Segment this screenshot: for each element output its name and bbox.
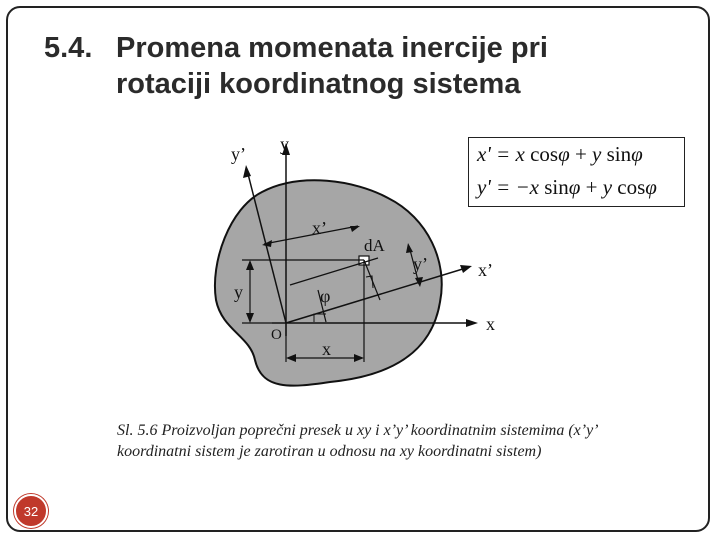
slide-title: [44, 30, 684, 102]
label-x-prime-dim: x’: [312, 218, 327, 238]
equation-y-prime: y' = −x sinφ + y cosφ: [477, 175, 657, 199]
label-angle: φ: [320, 286, 331, 306]
x-prime-axis-arrow: [460, 265, 472, 273]
label-x-prime-axis: x’: [478, 260, 493, 280]
label-y-axis: y: [280, 134, 289, 154]
label-x-axis: x: [486, 314, 495, 334]
rotation-equations-box: [468, 137, 685, 207]
cross-section-figure: [205, 128, 505, 408]
title-line-2: rotaciji koordinatnog sistema: [116, 68, 521, 100]
label-origin: O: [271, 327, 282, 343]
title-line-1: Promena momenata inercije pri: [116, 32, 548, 64]
figure-caption: Sl. 5.6 Proizvoljan poprečni presek u xy i x’y’ koordinatnim sistemima (x’y’ koordinatni sistem je zarotiran u odnosu na xy koordinatni sistem): [117, 422, 597, 460]
y-prime-axis-arrow: [243, 165, 251, 178]
label-y-dim: y: [234, 282, 243, 302]
label-area-element: dA: [364, 236, 385, 255]
label-y-prime-dim: y’: [413, 254, 428, 274]
x-axis-arrow: [466, 319, 478, 327]
page-number-badge: 32: [14, 494, 48, 528]
section-number: 5.4.: [44, 32, 93, 64]
equation-x-prime: x' = x cosφ + y sinφ: [477, 142, 643, 166]
label-x-dim: x: [322, 339, 331, 359]
label-y-prime-axis: y’: [231, 144, 246, 164]
